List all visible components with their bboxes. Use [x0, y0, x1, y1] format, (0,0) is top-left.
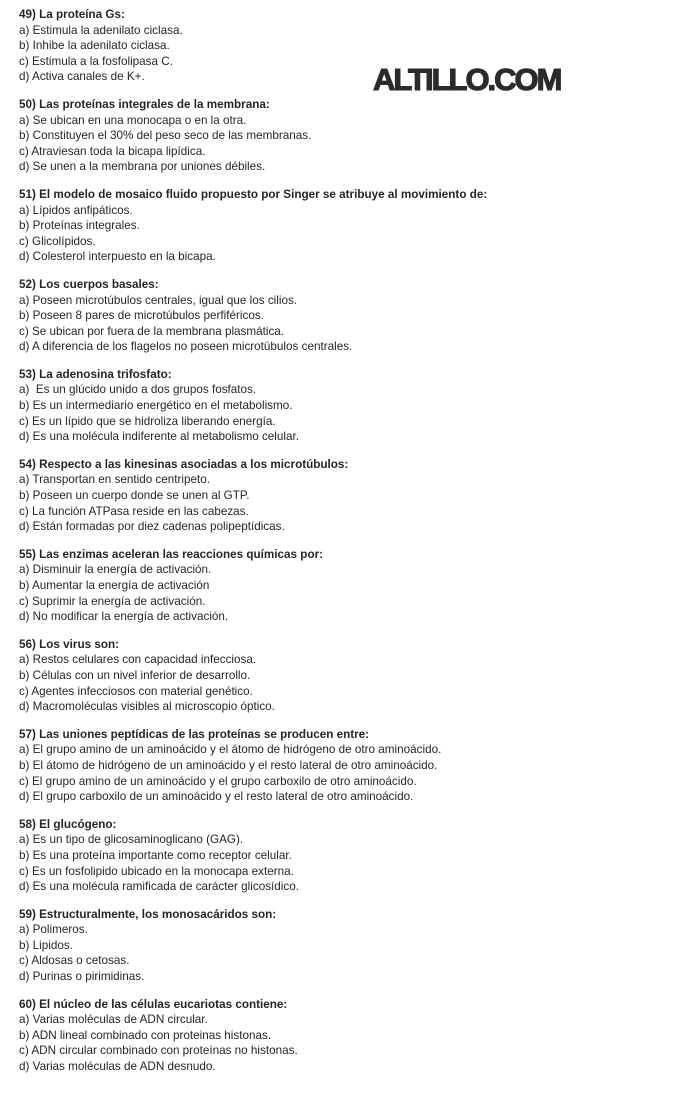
question-option: a) Polimeros. [19, 923, 88, 937]
question-option: d) El grupo carboxilo de un aminoácido y el resto lateral de otro aminoácido. [19, 790, 414, 804]
question-option: c) ADN circular combinado con proteínas no histonas. [19, 1044, 298, 1058]
question-header: 59) Estructuralmente, los monosacáridos son: [19, 907, 277, 921]
question-option: c) Se ubican por fuera de la membrana plasmática. [19, 324, 285, 338]
question-option: a) Poseen microtúbulos centrales, igual que los cilios. [19, 293, 298, 307]
question-option: d) A diferencia de los flagelos no poseen microtúbulos centrales. [19, 340, 353, 354]
question-block-55 [19, 547, 670, 625]
question-option: a) Es un tipo de glicosaminoglicano (GAG). [19, 833, 244, 847]
question-header: 54) Respecto a las kinesinas asociadas a los microtúbulos: [19, 457, 349, 471]
question-option: d) Es una molécula ramificada de carácter glicosídico. [19, 880, 299, 894]
question-option: b) Proteínas integrales. [19, 219, 140, 233]
question-option: c) Aldosas o cetosas. [19, 954, 130, 968]
question-header: 52) Los cuerpos basales: [19, 277, 159, 291]
question-option: c) Glicolípidos. [19, 234, 96, 248]
question-option: d) Macromoléculas visibles al microscopio óptico. [19, 700, 275, 714]
question-option: c) Atraviesan toda la bicapa lipídica. [19, 144, 206, 158]
question-option: b) Aumentar la energía de activación [19, 579, 210, 592]
question-option: d) Colesterol interpuesto en la bicapa. [19, 250, 216, 264]
question-block-54 [19, 457, 670, 535]
question-option: b) ADN lineal combinado con proteinas histonas. [19, 1028, 272, 1042]
question-option: b) Poseen 8 pares de microtúbulos perfiféricos. [19, 309, 264, 323]
question-header: 50) Las proteínas integrales de la membrana: [19, 97, 270, 111]
question-option: a) Lípidos anfipáticos. [19, 203, 133, 217]
question-option: d) Es una molécula indiferente al metabolismo celular. [19, 430, 299, 444]
question-block-60 [19, 997, 670, 1075]
question-header: 53) La adenosina trifosfato: [19, 367, 172, 381]
question-option: b) Inhibe la adenilato ciclasa. [19, 39, 170, 53]
question-option: b) Constituyen el 30% del peso seco de las membranas. [19, 129, 312, 143]
question-option: a) Estimula la adenilato ciclasa. [19, 23, 183, 37]
question-option: d) Activa canales de K+. [19, 70, 145, 84]
question-option: c) Es un fosfolipido ubicado en la monocapa externa. [19, 864, 294, 878]
question-option: c) Agentes infecciosos con material genético. [19, 684, 253, 698]
question-header: 49) La proteína Gs: [19, 8, 125, 21]
question-option: b) Lipidos. [19, 938, 73, 952]
question-block-52 [19, 277, 670, 355]
question-header: 55) Las enzimas aceleran las reacciones químicas por: [19, 547, 324, 561]
question-header: 57) Las uniones peptídicas de las proteínas se producen entre: [19, 727, 370, 741]
question-block-57 [19, 727, 670, 805]
question-block-58 [19, 817, 670, 895]
question-option: b) Células con un nivel inferior de desarrollo. [19, 668, 251, 682]
question-option: b) Es una proteína importante como receptor celular. [19, 848, 292, 862]
question-option: c) Suprimir la energía de activación. [19, 594, 206, 608]
question-header: 51) El modelo de mosaico fluido propuesto por Singer se atribuye al movimiento de: [19, 187, 488, 201]
question-block-51 [19, 187, 670, 265]
question-block-56 [19, 637, 670, 715]
question-option: c) Estimula a la fosfolipasa C. [19, 54, 173, 68]
question-header: 58) El glucógeno: [19, 817, 117, 831]
question-option: a) Disminuir la energía de activación. [19, 563, 212, 577]
question-option: a) Varias moléculas de ADN circular. [19, 1013, 208, 1027]
question-option: b) Poseen un cuerpo donde se unen al GTP. [19, 489, 250, 503]
question-option: b) El átomo de hidrógeno de un aminoácido y el resto lateral de otro aminoácido. [19, 758, 438, 772]
question-option: a) Transportan en sentido centripeto. [19, 473, 211, 487]
question-option: d) Varias moléculas de ADN desnudo. [19, 1060, 216, 1074]
question-header: 60) El núcleo de las células eucariotas contiene: [19, 997, 288, 1011]
question-option: a) Restos celulares con capacidad infecciosa. [19, 653, 257, 667]
question-option: c) El grupo amino de un aminoácido y el grupo carboxilo de otro aminoácido. [19, 774, 417, 788]
question-header: 56) Los virus son: [19, 637, 120, 651]
question-option: a) Es un glúcido unido a dos grupos fosfatos. [19, 383, 257, 397]
question-block-50 [19, 97, 670, 175]
question-block-49 [19, 7, 670, 85]
question-option: a) El grupo amino de un aminoácido y el átomo de hidrógeno de otro aminoácido. [19, 743, 442, 757]
question-option: d) Están formadas por diez cadenas polipeptídicas. [19, 520, 285, 534]
question-option: d) No modificar la energía de activación. [19, 610, 229, 624]
question-option: a) Se ubican en una monocapa o en la otra. [19, 113, 247, 127]
question-option: d) Purinas o pirimidinas. [19, 970, 145, 984]
question-option: d) Se unen a la membrana por uniones débiles. [19, 160, 266, 174]
question-block-53 [19, 367, 670, 445]
question-option: b) Es un intermediario energético en el metabolismo. [19, 399, 293, 413]
question-option: c) La función ATPasa reside en las cabezas. [19, 504, 249, 518]
question-option: c) Es un lípido que se hidroliza liberando energía. [19, 414, 276, 428]
question-block-59 [19, 907, 670, 985]
altillo-watermark: ALTILLO.COM [373, 62, 561, 97]
